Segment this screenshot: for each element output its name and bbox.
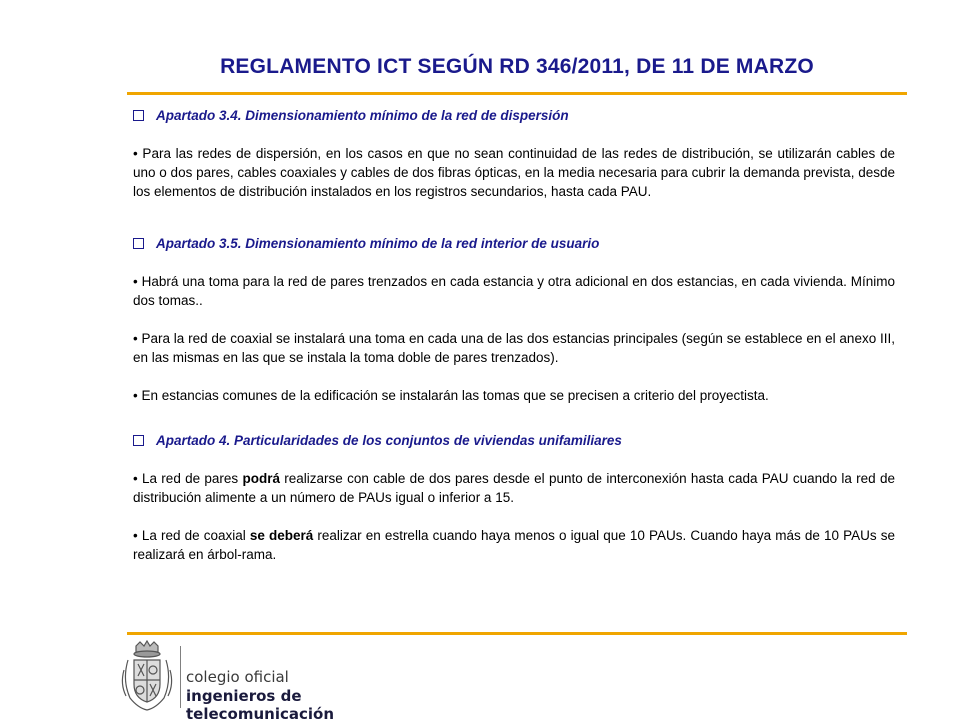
paragraph: • La red de coaxial se deberá realizar en estrella cuando haya menos o igual que 10 PAUs. Cuando haya más de 10 PAUs se realizará en árbol-rama. — [133, 528, 895, 562]
paragraph: • Para las redes de dispersión, en los casos en que no sean continuidad de las redes de distribución, se utilizarán cables de uno o dos pares, cables coaxiales y cables de dos fibras ópticas, en la media necesaria para cubrir la demanda prevista, desde los elementos de distribución instalados en los registros secundarios, hasta cada PAU. — [133, 146, 895, 199]
checkbox-bullet-icon — [133, 110, 144, 121]
logo-text-line1: colegio oficial — [186, 668, 289, 686]
top-divider — [127, 92, 907, 95]
content-body — [133, 106, 895, 564]
paragraph: • En estancias comunes de la edificación se instalarán las tomas que se precisen a criterio del proyectista. — [133, 388, 769, 403]
logo-text-line2: ingenieros de telecomunicación — [186, 687, 335, 723]
organization-logo — [118, 640, 418, 723]
checkbox-bullet-icon — [133, 238, 144, 249]
paragraph: • Para la red de coaxial se instalará una toma en cada una de las dos estancias principales (según se establece en el anexo III, en las mismas en las que se instala la toma doble de pares trenzados). — [133, 331, 895, 365]
logo-divider — [180, 646, 181, 708]
paragraph: • La red de pares podrá realizarse con cable de dos pares desde el punto de interconexión hasta cada PAU cuando la red de distribución alimente a un número de PAUs igual o inferior a 15. — [133, 471, 895, 505]
coat-of-arms-icon — [118, 640, 176, 712]
section-heading-4: Apartado 4. Particularidades de los conjuntos de viviendas unifamiliares — [133, 431, 895, 450]
section-heading-3-5: Apartado 3.5. Dimensionamiento mínimo de la red interior de usuario — [133, 234, 895, 253]
paragraph: • Habrá una toma para la red de pares trenzados en cada estancia y otra adicional en dos estancias, en cada vivienda. Mínimo dos tomas.. — [133, 274, 895, 308]
bottom-divider — [127, 632, 907, 635]
checkbox-bullet-icon — [133, 435, 144, 446]
page-title: REGLAMENTO ICT SEGÚN RD 346/2011, DE 11 DE MARZO — [220, 55, 814, 78]
section-heading-3-4: Apartado 3.4. Dimensionamiento mínimo de la red de dispersión — [133, 106, 895, 125]
